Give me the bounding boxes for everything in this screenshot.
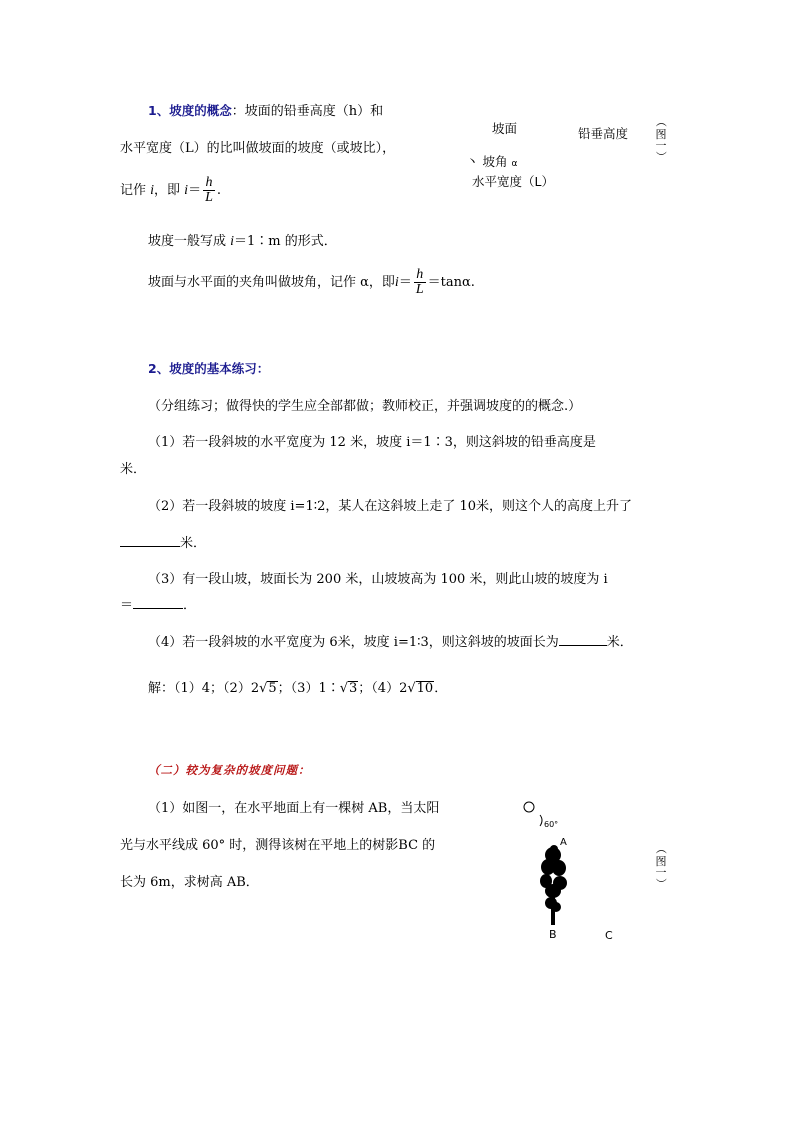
slope-label: 坡面 bbox=[492, 121, 518, 136]
slope-angle-label: 丶 坡角 α bbox=[466, 154, 518, 169]
tree-icon bbox=[540, 845, 567, 925]
concept-text-1: 坡面的铅垂高度（h）和 bbox=[244, 104, 384, 119]
angle-mark-icon: 丶 bbox=[466, 154, 479, 169]
question-3-line-2: ＝ ． bbox=[120, 594, 196, 613]
point-b-label: B bbox=[549, 928, 557, 941]
question-2-line-1: （2）若一段斜坡的坡度 i=1∶2，某人在这斜坡上走了 10米，则这个人的高度上升了 bbox=[148, 499, 633, 514]
width-label: 水平宽度（L） bbox=[472, 174, 554, 189]
practice-note: （分组练习；做得快的学生应全部都做；教师校正，并强调坡度的的概念.） bbox=[148, 399, 582, 414]
point-a-label: A bbox=[560, 837, 567, 848]
concept-line-3: 记作 i，即 i＝ $\frac{h}{L}$ . bbox=[120, 175, 222, 205]
answer-blank bbox=[133, 595, 183, 609]
concept-line-4: 坡度一般写成 i＝1∶m 的形式． bbox=[148, 234, 337, 249]
figure-1-label: （ 图 一 ） bbox=[654, 116, 668, 162]
concept-line-2: 水平宽度（L）的比叫做坡面的坡度（或坡比）， bbox=[120, 141, 396, 156]
section-3-title: （二）较为复杂的坡度问题： bbox=[148, 763, 311, 777]
sun-icon bbox=[524, 802, 542, 826]
concept-line-5: 坡面与水平面的夹角叫做坡角，记作 α，即i＝ $\frac{h}{L}$ ＝tanα. bbox=[148, 267, 475, 297]
question-2-line-2: 米． bbox=[120, 532, 206, 551]
problem-line-3: 长为 6m，求树高 AB． bbox=[120, 875, 259, 890]
answer-blank bbox=[120, 533, 180, 547]
question-1-line-1: （1）若一段斜坡的水平宽度为 12 米，坡度 i＝1∶3，则这斜坡的铅垂高度是 bbox=[148, 435, 596, 450]
problem-line-1: （1）如图一，在水平地面上有一棵树 AB，当太阳 bbox=[148, 801, 440, 816]
h-over-l-fraction-2: $\frac{h}{L}$ bbox=[415, 267, 424, 297]
section-2-title: 2、坡度的基本练习： bbox=[148, 361, 270, 376]
question-3-line-1: （3）有一段山坡，坡面长为 200 米，山坡坡高为 100 米，则此山坡的坡度为 i bbox=[148, 572, 608, 587]
problem-line-2: 光与水平线成 60° 时，测得该树在平地上的树影BC 的 bbox=[120, 838, 436, 853]
question-4: （4）若一段斜坡的水平宽度为 6米，坡度 i=1∶3，则这斜坡的坡面长为 米． bbox=[148, 631, 633, 650]
section-1-title: 1、坡度的概念 bbox=[148, 103, 232, 118]
tree-diagram bbox=[510, 795, 660, 945]
figure-2-label: （ 图 一 ） bbox=[654, 843, 668, 889]
h-over-l-fraction: $\frac{h}{L}$ bbox=[205, 175, 213, 205]
question-1-line-2: 米． bbox=[120, 462, 147, 477]
point-c-label: C bbox=[605, 929, 613, 942]
height-label: 铅垂高度 bbox=[578, 126, 629, 141]
answers: 解：（1）4；（2）2√5；（3）1∶√3；（4）2√10． bbox=[148, 681, 448, 696]
angle-60-label: 60° bbox=[544, 820, 559, 829]
concept-line-1: 1、坡度的概念：坡面的铅垂高度（h）和 bbox=[148, 103, 384, 119]
answer-blank bbox=[559, 632, 607, 646]
